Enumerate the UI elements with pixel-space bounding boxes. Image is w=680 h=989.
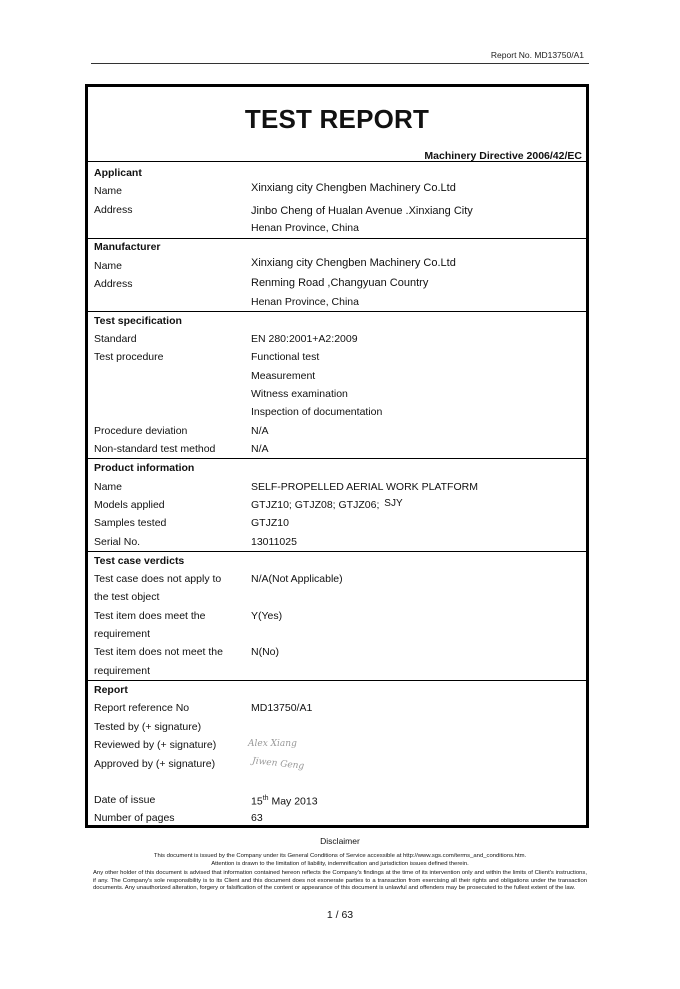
date-of-issue-value: [251, 792, 318, 809]
manufacturer-heading: Manufacturer: [94, 241, 161, 253]
nonstandard-method-value: N/A: [251, 443, 269, 455]
models-applied-value: [251, 499, 403, 512]
disclaimer-paragraph: Any other holder of this document is advised that information contained hereon reflects the Company's findings at the time of its intervention only and within the limits of Client's instructions, if any. The Company's sole responsibility is to its Client and this document does not exonerate parties to a transaction from exercising all their rights and obligations under the transaction documents. Any unauthorized alteration, forgery or falsification of the content or appearance of this document is unlawful and offenders may be prosecuted to the fullest extent of the law.: [93, 870, 587, 892]
verdict-na-label-cont: the test object: [94, 591, 160, 603]
samples-tested-value: GTJZ10: [251, 517, 289, 529]
section-divider: [88, 458, 586, 459]
test-procedure-label: Test procedure: [94, 351, 164, 363]
models-applied-label: Models applied: [94, 499, 165, 511]
serial-label: Serial No.: [94, 536, 141, 548]
approved-by-label: Approved by (+ signature): [94, 758, 216, 770]
applicant-address-label: Address: [94, 204, 133, 216]
verdict-yes-value: Y(Yes): [251, 610, 283, 622]
date-rest: May 2013: [268, 795, 318, 808]
header-divider: [91, 63, 589, 64]
product-name-label: Name: [94, 481, 123, 493]
verdict-na-label: Test case does not apply to: [94, 573, 222, 585]
reviewer-signature: Alex Xiang: [248, 739, 297, 749]
verdict-no-label-cont: requirement: [94, 665, 151, 677]
section-divider: [88, 161, 586, 162]
verdict-yes-label: Test item does meet the: [94, 610, 206, 622]
manufacturer-address-line2: Henan Province, China: [251, 296, 359, 308]
manufacturer-name-label: Name: [94, 260, 123, 272]
tested-by-label: Tested by (+ signature): [94, 721, 202, 733]
procedure-item: Inspection of documentation: [251, 406, 383, 418]
product-heading: Product information: [94, 462, 195, 474]
applicant-address-line2: Henan Province, China: [251, 222, 359, 234]
date-suffix: th: [262, 795, 269, 802]
report-heading: Report: [94, 684, 128, 696]
standard-label: Standard: [94, 333, 137, 345]
reviewed-by-label: Reviewed by (+ signature): [94, 739, 217, 751]
number-of-pages-label: Number of pages: [94, 812, 175, 824]
verdict-yes-label-cont: requirement: [94, 628, 151, 640]
section-divider: [88, 238, 586, 239]
verdicts-heading: Test case verdicts: [94, 555, 185, 567]
manufacturer-address-label: Address: [94, 278, 133, 290]
report-number-header: Report No. MD13750/A1: [490, 50, 584, 60]
page-number: 1 / 63: [326, 909, 354, 921]
procedure-deviation-value: N/A: [251, 425, 269, 437]
applicant-heading: Applicant: [94, 167, 142, 179]
standard-value: EN 280:2001+A2:2009: [251, 333, 358, 345]
disclaimer-line-2: Attention is drawn to the limitation of liability, indemnification and jurisdiction issues defined therein.: [211, 861, 469, 867]
manufacturer-name: Xinxiang city Chengben Machinery Co.Ltd: [251, 257, 456, 269]
disclaimer-line-1: This document is issued by the Company under its General Conditions of Service accessible at http://www.sgs.com/terms_and_conditions.htm.: [153, 853, 527, 859]
applicant-name: Xinxiang city Chengben Machinery Co.Ltd: [251, 182, 456, 194]
procedure-item: Measurement: [251, 370, 316, 382]
approver-signature: Jiwen Geng: [251, 756, 305, 772]
section-divider: [88, 311, 586, 312]
directive-label: Machinery Directive 2006/42/EC: [424, 150, 582, 162]
samples-tested-label: Samples tested: [94, 517, 167, 529]
disclaimer-title: Disclaimer: [320, 836, 360, 846]
models-extra: SJY: [384, 498, 403, 509]
report-cover-frame: [85, 84, 589, 828]
verdict-na-value: N/A(Not Applicable): [251, 573, 343, 585]
models-list: GTJZ10; GTJZ08; GTJZ06;: [251, 499, 380, 511]
test-spec-heading: Test specification: [94, 315, 182, 327]
date-of-issue-label: Date of issue: [94, 794, 156, 806]
date-day: 15: [251, 795, 263, 808]
procedure-deviation-label: Procedure deviation: [94, 425, 188, 437]
procedure-item: Witness examination: [251, 388, 348, 400]
applicant-name-label: Name: [94, 185, 123, 197]
section-divider: [88, 680, 586, 681]
verdict-no-value: N(No): [251, 646, 279, 658]
report-reference-value: MD13750/A1: [251, 702, 313, 714]
section-divider: [88, 551, 586, 552]
applicant-address-line1: Jinbo Cheng of Hualan Avenue .Xinxiang City: [251, 205, 473, 217]
number-of-pages-value: 63: [251, 812, 263, 824]
product-name: SELF-PROPELLED AERIAL WORK PLATFORM: [251, 481, 478, 493]
page-title: TEST REPORT: [244, 104, 430, 134]
nonstandard-method-label: Non-standard test method: [94, 443, 216, 455]
report-reference-label: Report reference No: [94, 702, 190, 714]
procedure-item: Functional test: [251, 351, 320, 363]
serial-value: 13011025: [251, 536, 297, 548]
verdict-no-label: Test item does not meet the: [94, 646, 223, 658]
manufacturer-address-line1: Renming Road ,Changyuan Country: [251, 277, 429, 289]
